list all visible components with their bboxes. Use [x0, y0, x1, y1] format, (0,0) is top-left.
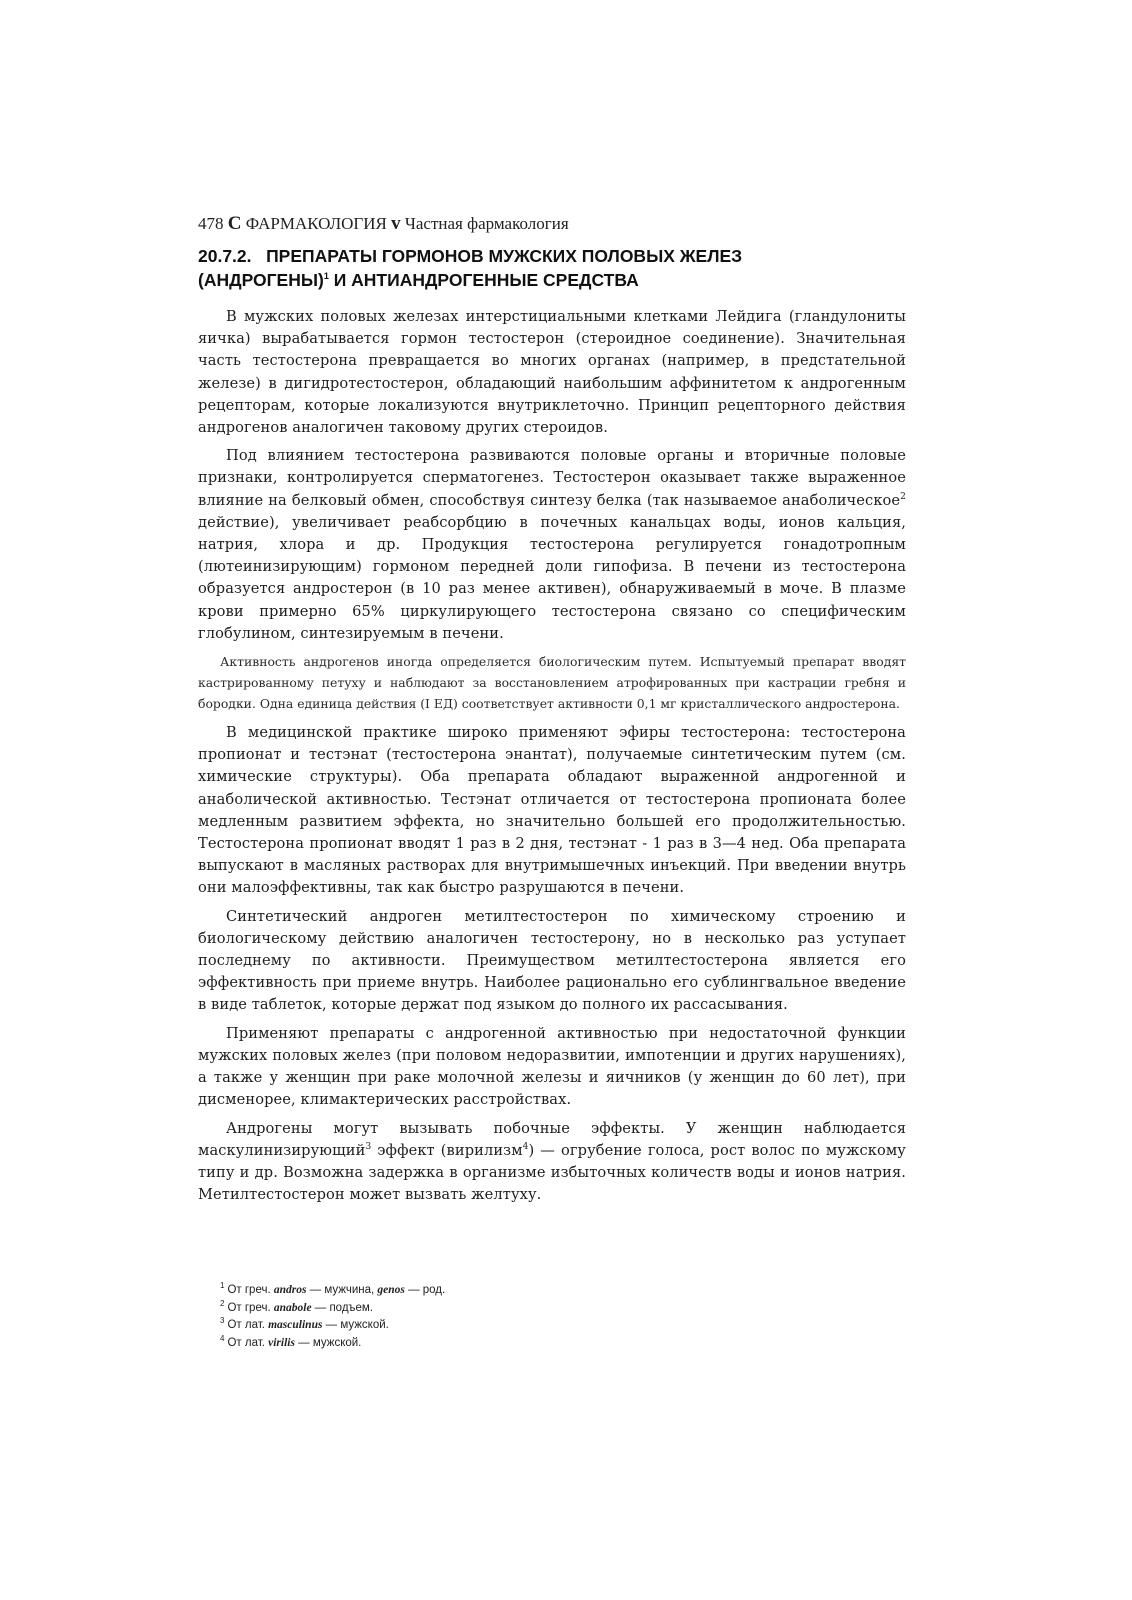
paragraph-6-a: Андрогены могут вызывать побочные эффекты. У женщин наблюдается маскулинизирующий — [198, 1119, 906, 1159]
paragraph-6 — [198, 1118, 906, 1207]
footnote-4 — [220, 1335, 445, 1353]
section-heading — [198, 244, 906, 292]
footnote-prefix: От лат. — [227, 1336, 269, 1349]
footnote-marker: 3 — [220, 1316, 225, 1326]
paragraph-2 — [198, 445, 906, 645]
heading-footnote-ref: 1 — [323, 271, 329, 282]
footnote-text: — род. — [404, 1284, 446, 1296]
paragraph-2-a: Под влиянием тестостерона развиваются половые органы и вторичные половые признаки, контролируется сперматогенез. Тестостерон оказывает также выраженное влияние на белковый обмен, способствуя синтезу белка (так называемое анаболическое — [198, 447, 906, 509]
footnote-1 — [220, 1282, 445, 1300]
footnote-prefix: От греч. — [227, 1284, 274, 1296]
footnote-term: anabole — [273, 1301, 312, 1314]
heading-line-2-a: (АНДРОГЕНЫ) — [198, 270, 324, 290]
paragraph-3: В медицинской практике широко применяют эфиры тестостерона: тестостерона пропионат и тестэнат (тестостерона энантат), получаемые синтетическим путем (см. химические структуры). Оба препарата обладают выраженной андрогенной и анаболической активностью. Тестэнат отличается от тестостерона пропионата более медленным развитием эффекта, но значительно большей его продолжительностью. Тестостерона пропионат вводят 1 раз в 2 дня, тестэнат - 1 раз в 3—4 нед. Оба препарата выпускают в масляных растворах для внутримышечных инъекций. При введении внутрь они малоэффективны, так как быстро разрушаются в печени. — [198, 724, 906, 897]
footnote-term: virilis — [268, 1336, 295, 1349]
paragraph-6-c: ) — огрубение голоса, рост волос по мужскому типу и др. Возможна задержка в организме избыточных количеств воды и ионов натрия. Метилтестостерон может вызвать желтуху. — [198, 1141, 906, 1204]
paragraph-1: В мужских половых железах интерстициальными клетками Лейдига (гландулониты яичка) вырабатывается гормон тестостерон (стероидное соединение). Значительная часть тестостерона превращается во многих органах (например, в предстательной железе) в дигидротестостерон, обладающий наибольшим аффинитетом к андрогенным рецепторам, которые локализуются внутриклеточно. Принцип рецепторного действия андрогенов аналогичен таковому других стероидов. — [198, 308, 906, 437]
footnote-2 — [220, 1300, 445, 1318]
footnotes — [220, 1282, 445, 1352]
running-head-section: ФАРМАКОЛОГИЯ — [245, 214, 387, 233]
footnote-prefix: От греч. — [227, 1301, 274, 1314]
footnote-text: — мужчина, — [306, 1284, 378, 1296]
paragraph-2-footnote-ref: 2 — [900, 491, 906, 502]
paragraph-4: Синтетический андроген метилтестостерон по химическому строению и биологическому действию аналогичен тестостерону, но в несколько раз уступает последнему по активности. Преимуществом метилтестостерона является его эффективность при приеме внутрь. Наиболее рационально его сублингвальное введение в виде таблеток, которые держат под языком до полного их рассасывания. — [198, 907, 906, 1014]
footnote-term: genos — [377, 1284, 405, 1296]
heading-line-2 — [198, 268, 906, 292]
paragraph-5: Применяют препараты с андрогенной активностью при недостаточной функции мужских половых желез (при половом недоразвитии, импотенции и других нарушениях), а также у женщин при раке молочной железы и яичников (у женщин до 60 лет), при дисменорее, климактерических расстройствах. — [198, 1024, 906, 1109]
footnote-marker: 4 — [220, 1333, 225, 1343]
footnote-text: — мужской. — [322, 1319, 389, 1331]
footnote-term: andros — [273, 1284, 307, 1296]
footnote-prefix: От лат. — [227, 1319, 269, 1331]
page-number: 478 — [198, 214, 224, 233]
small-print-note: Активность андрогенов иногда определяется биологическим путем. Испытуемый препарат вводят кастрированному петуху и наблюдают за восстановлением атрофированных при кастрации гребня и бородки. Одна единица действия (I ЕД) соответствует активности 0,1 мг кристаллического андростерона. — [198, 654, 906, 712]
footnote-text: — мужской. — [294, 1336, 362, 1349]
running-head-mark-c: C — [227, 213, 242, 234]
running-head-subsection: Частная фармакология — [404, 214, 569, 233]
footnote-text: — подъем. — [311, 1301, 373, 1314]
footnote-3 — [220, 1317, 445, 1335]
footnote-marker: 1 — [220, 1281, 225, 1291]
paragraph-2-b: действие), увеличивает реабсорбцию в почечных канальцах воды, ионов кальция, натрия, хлора и др. Продукция тестостерона регулируется гонадотропным (лютеинизирующим) гормоном передней доли гипофиза. В печени из тестостерона образуется андростерон (в 10 раз менее активен), обнаруживаемый в моче. В плазме крови примерно 65% циркулирующего тестостерона связано со специфическим глобулином, синтезируемым в печени. — [198, 513, 906, 642]
paragraph-6-b: эффект (вирилизм — [371, 1141, 523, 1159]
paragraph-6-footnote-ref-3: 3 — [365, 1141, 372, 1152]
page-content — [198, 214, 906, 1212]
paragraph-6-footnote-ref-4: 4 — [522, 1141, 529, 1152]
heading-line-2-b: И АНТИАНДРОГЕННЫЕ СРЕДСТВА — [328, 270, 639, 290]
running-head — [198, 214, 906, 234]
heading-line-1: 20.7.2. ПРЕПАРАТЫ ГОРМОНОВ МУЖСКИХ ПОЛОВЫХ ЖЕЛЕЗ — [198, 246, 743, 266]
footnote-term: masculinus — [268, 1319, 323, 1331]
running-head-mark-v: v — [391, 213, 401, 234]
footnote-marker: 2 — [220, 1298, 225, 1308]
